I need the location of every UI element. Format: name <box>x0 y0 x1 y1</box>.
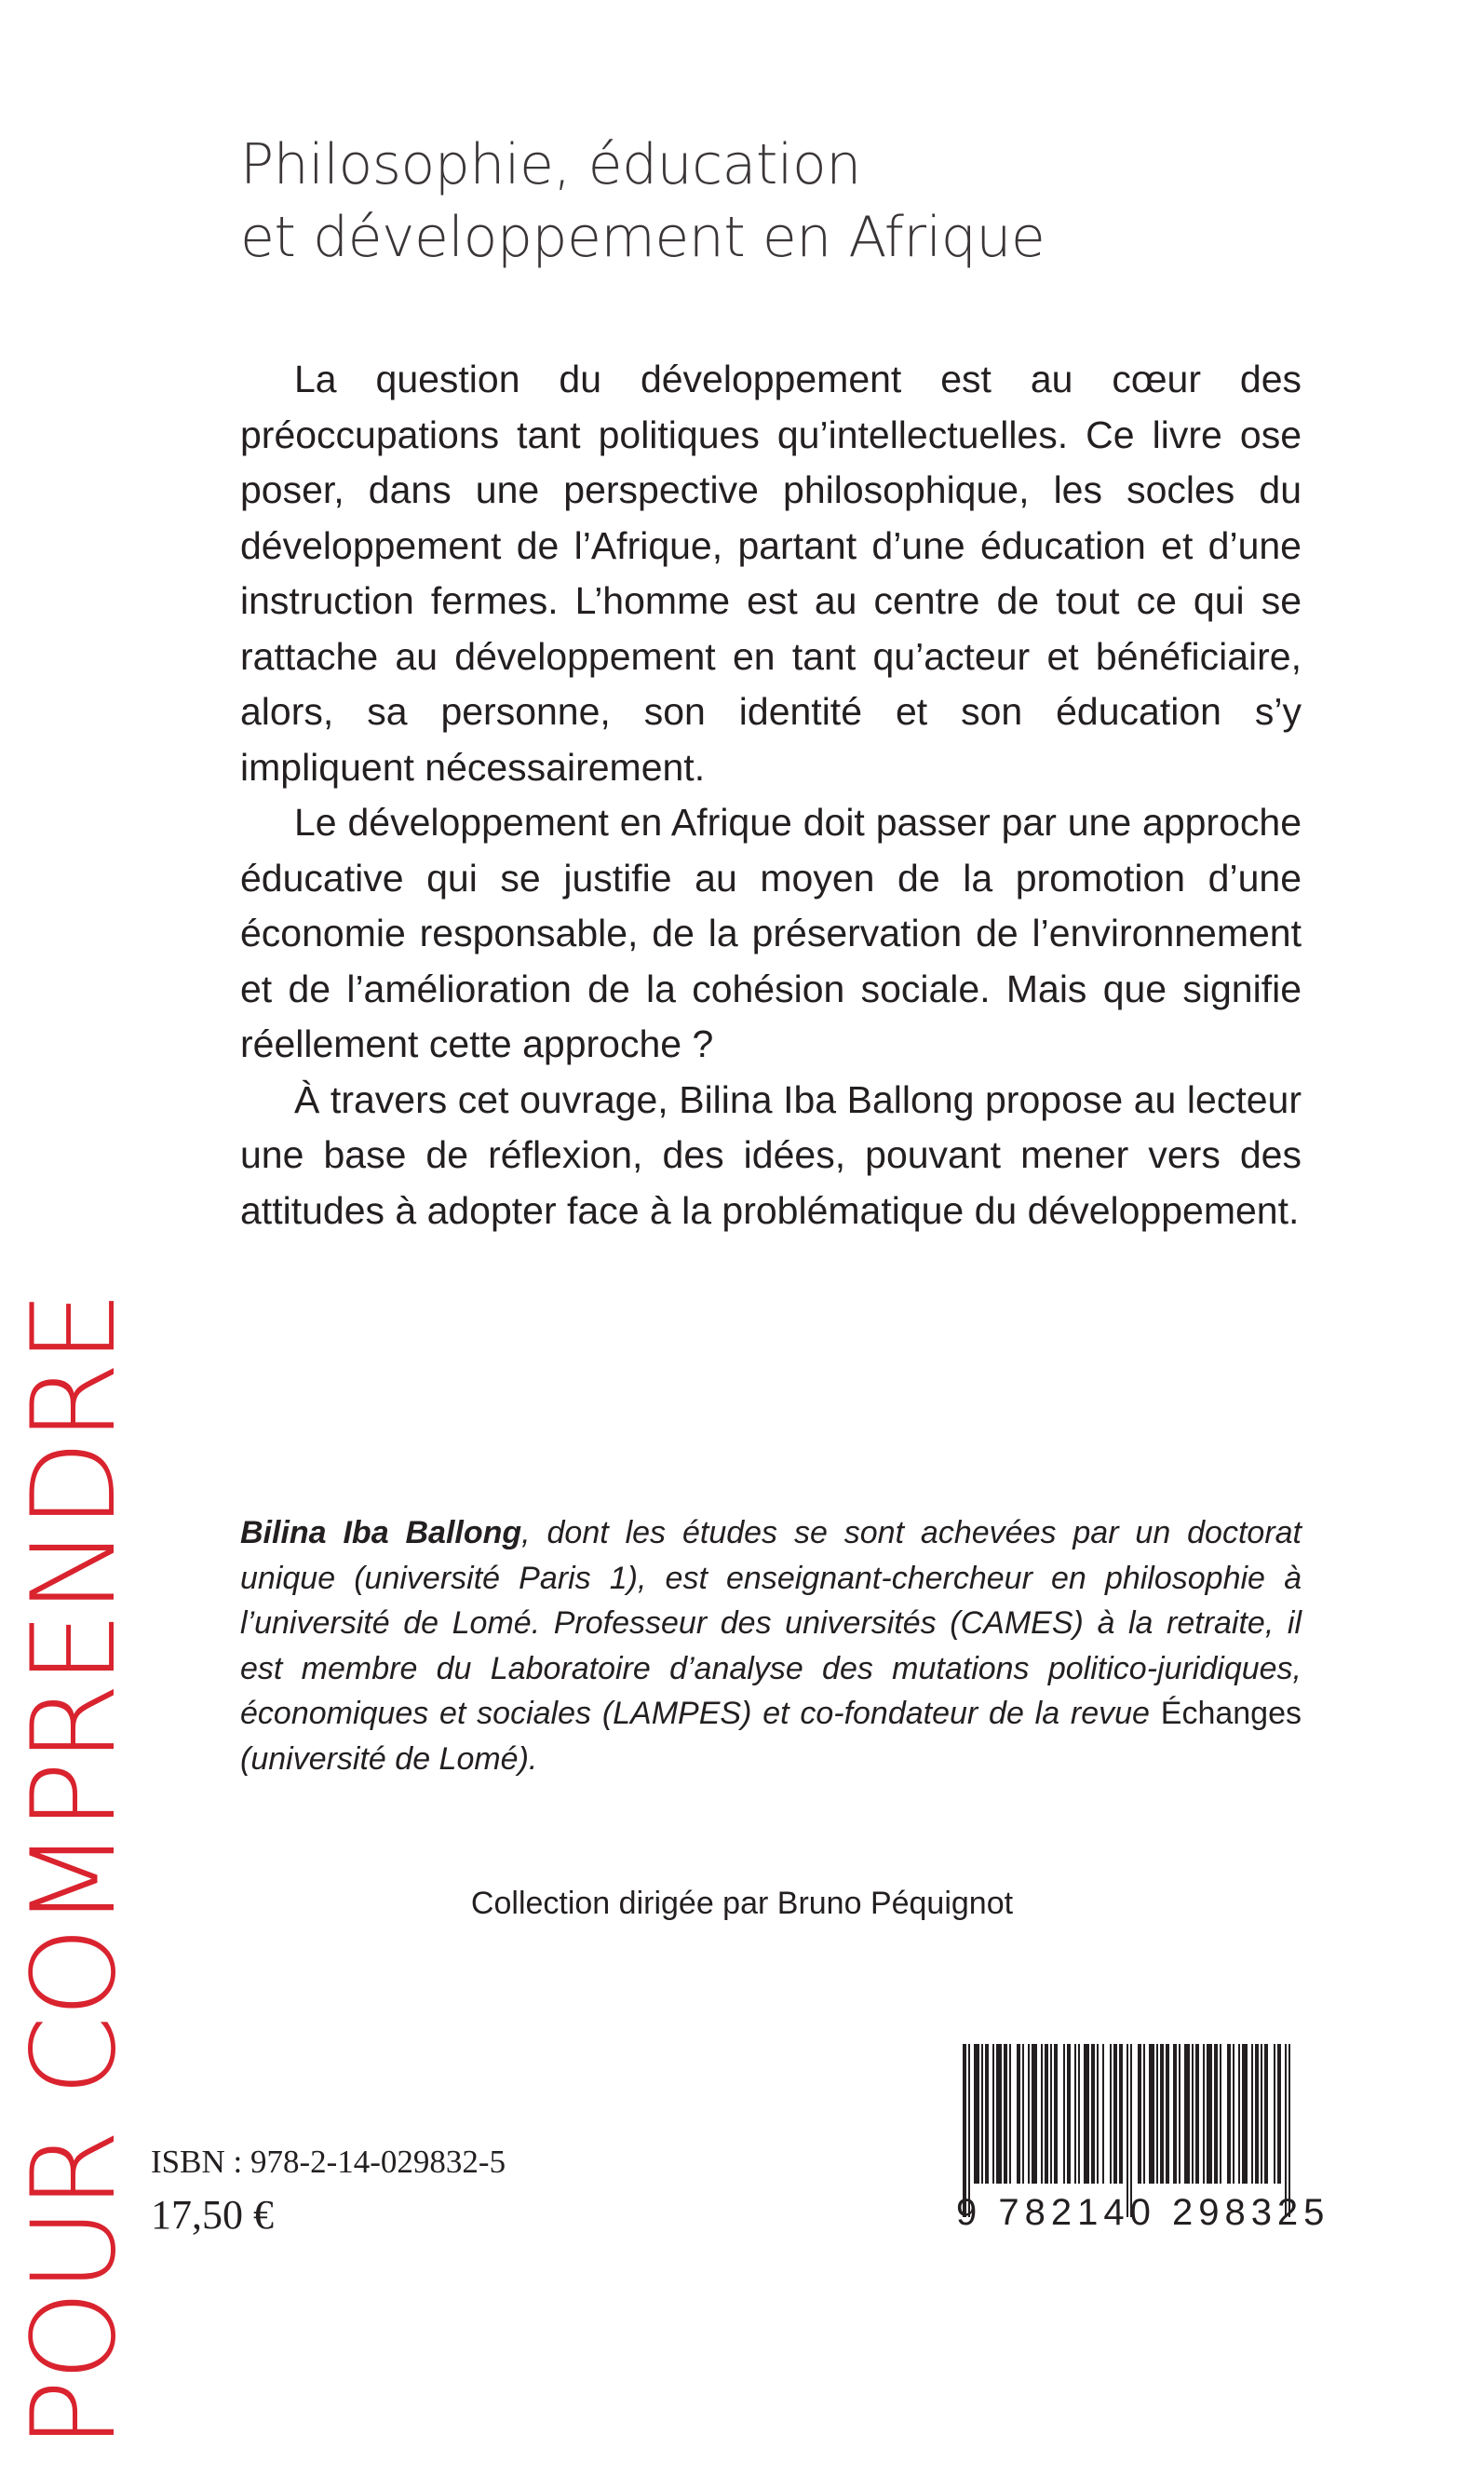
barcode-bar <box>992 2044 994 2184</box>
title-line-1: Philosophie, éducation <box>240 132 861 197</box>
barcode-bar <box>1160 2044 1164 2184</box>
barcode-bar <box>1113 2044 1117 2184</box>
barcode-bar <box>1184 2044 1190 2184</box>
series-name-vertical: POUR COMPRENDRE <box>7 1292 142 2449</box>
barcode-bar <box>1251 2044 1253 2184</box>
barcode-bar <box>1277 2044 1281 2184</box>
barcode-bar <box>1067 2044 1071 2184</box>
barcode-bar <box>1110 2044 1112 2184</box>
barcode-bar <box>1255 2044 1259 2184</box>
barcode-bar <box>1143 2044 1145 2184</box>
title-line-2: et développement en Afrique <box>240 205 1046 270</box>
barcode-bar <box>1091 2044 1095 2184</box>
isbn: ISBN : 978-2-14-029832-5 <box>151 2144 506 2180</box>
barcode-bar <box>1017 2044 1020 2184</box>
barcode-bar <box>1097 2044 1099 2184</box>
barcode-bar <box>1074 2044 1076 2184</box>
barcode-bar <box>1264 2044 1268 2184</box>
barcode-bar <box>1050 2044 1052 2184</box>
barcode-bar <box>981 2044 983 2184</box>
blurb-paragraph-1: La question du développement est au cœur des préoccupations tant politiques qu’intellectuelles. Ce livre ose poser, dans une perspective philosophique, les socles du développement de l’Afrique, partant d’une éducation et d’une instruction fermes. L’homme est au centre de tout ce qui se rattache au développement en tant qu’acteur et bénéficiaire, alors, sa personne, son identité et son éducation s’y impliquent nécessairement. <box>240 358 1302 789</box>
journal-name: Échanges <box>1160 1696 1302 1731</box>
barcode-bar <box>1238 2044 1240 2184</box>
author-bio-text-end: (université de Lomé). <box>240 1740 538 1777</box>
collection-director: Collection dirigée par Bruno Péquignot <box>470 1886 1014 1921</box>
barcode-bar <box>1149 2044 1154 2184</box>
blurb-paragraph-3: À travers cet ouvrage, Bilina Iba Ballong propose au lecteur une base de réflexion, des idées, pouvant mener vers des attitudes à adopter face à la problématique du développement. <box>240 1077 1302 1232</box>
barcode-bar <box>1078 2044 1080 2184</box>
barcode-bar <box>1220 2044 1221 2184</box>
barcode-bar <box>1102 2044 1104 2184</box>
barcode-bar <box>1063 2044 1065 2184</box>
author-name: Bilina Iba Ballong <box>240 1515 522 1550</box>
barcode-bar <box>1041 2044 1043 2184</box>
blurb-paragraph-2: Le développement en Afrique doit passer par une approche éducative qui se justifie au moyen de la promotion d’une économie responsable, de la préservation de l’environnement et de l’amélioration de la cohésion sociale. Mais que signifie réellement cette approche ? <box>240 801 1302 1065</box>
barcode-bar <box>1138 2044 1141 2184</box>
barcode-bar <box>1233 2044 1234 2184</box>
book-blurb <box>240 352 1302 1238</box>
barcode-bar <box>1207 2044 1212 2184</box>
barcode-bar <box>996 2044 1002 2184</box>
barcode-number: 9 782140 298325 <box>956 2192 1330 2233</box>
barcode-bar <box>1022 2044 1024 2184</box>
barcode-bar <box>1084 2044 1089 2184</box>
barcode-bar <box>1261 2044 1262 2184</box>
barcode-bar <box>1009 2044 1011 2184</box>
barcode-bar <box>985 2044 989 2184</box>
barcode-bar <box>1156 2044 1158 2184</box>
barcode-bar <box>1173 2044 1177 2184</box>
barcode-bar <box>1203 2044 1205 2184</box>
barcode-bar <box>1214 2044 1218 2184</box>
author-bio-text: , dont les études se sont achevées par un doctorat unique (université Paris 1), est enseignant-chercheur en philosophie à l’université de Lomé. Professeur des universités (CAMES) à la retraite, il est membre du Laboratoire d’analyse des mutations politico-juridiques, économiques et sociales (LAMPES) et co-fondateur de la revue <box>240 1515 1302 1731</box>
barcode-bar <box>1242 2044 1248 2184</box>
barcode-bar <box>1166 2044 1169 2184</box>
barcode-bar <box>1045 2044 1048 2184</box>
barcode-bar <box>1227 2044 1231 2184</box>
author-bio <box>240 1510 1302 1781</box>
barcode-bar <box>1032 2044 1037 2184</box>
barcode-bar <box>974 2044 979 2184</box>
barcode-bar <box>1195 2044 1199 2184</box>
barcode-bar <box>1004 2044 1007 2184</box>
barcode-bar <box>1119 2044 1123 2184</box>
barcode-bar <box>1192 2044 1194 2184</box>
book-title <box>240 129 1357 274</box>
barcode-bar <box>1028 2044 1030 2184</box>
barcode-bar <box>1274 2044 1275 2184</box>
barcode-bar <box>1054 2044 1058 2184</box>
price: 17,50 € <box>151 2192 274 2238</box>
barcode-bar <box>1179 2044 1180 2184</box>
